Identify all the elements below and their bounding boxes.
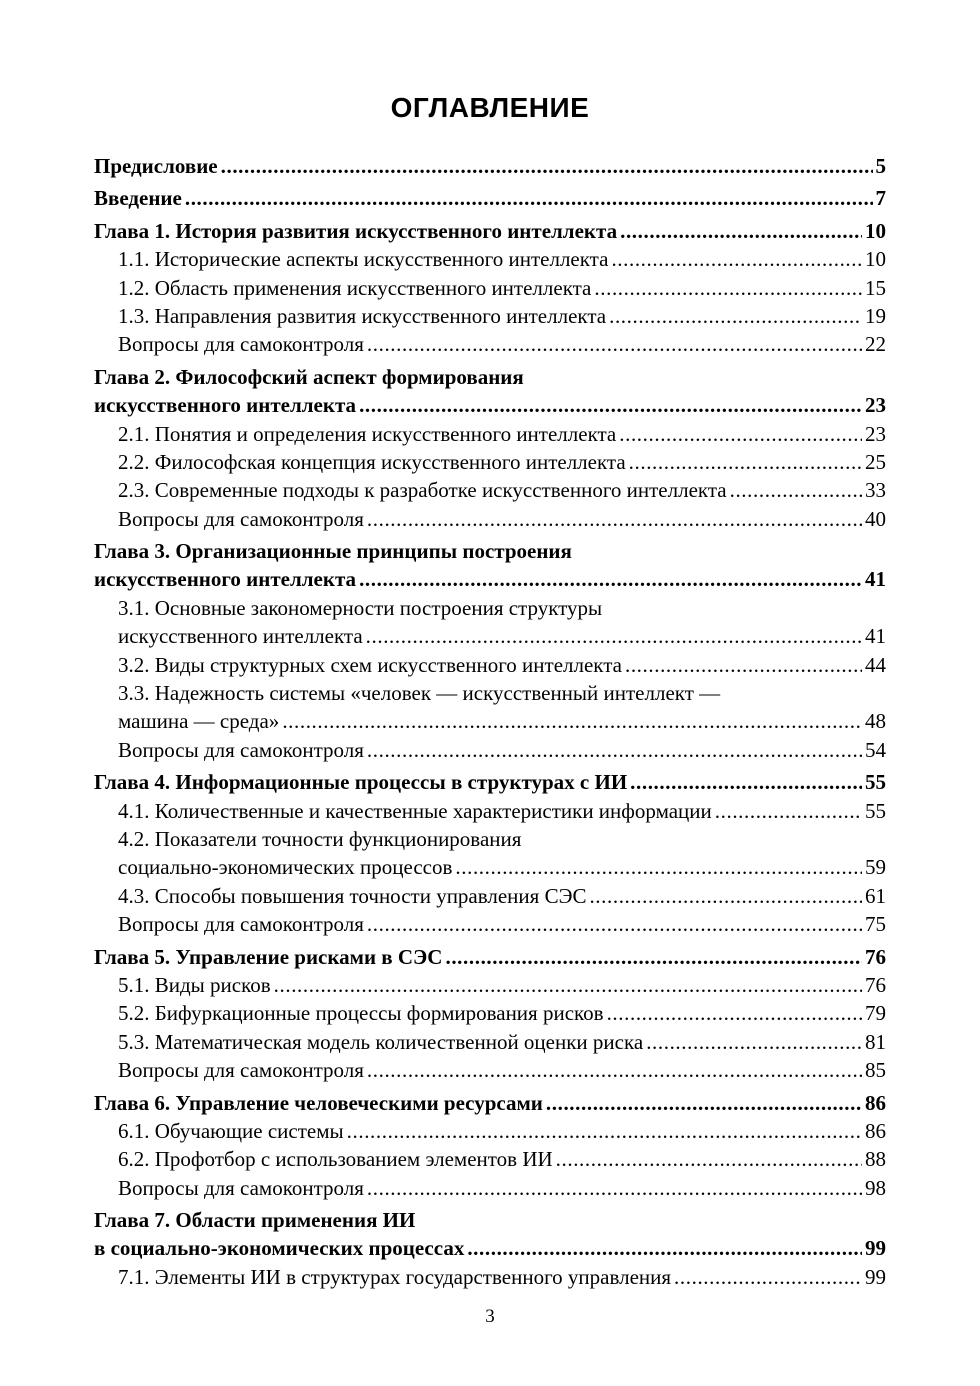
table-of-contents: [94, 148, 886, 1291]
toc-chapter-entry[interactable]: [94, 943, 886, 971]
toc-leader-dots: [367, 1174, 862, 1202]
toc-page-number: 75: [865, 912, 886, 937]
toc-entry-label: 1.1. Исторические аспекты искусственного интеллекта: [118, 247, 609, 272]
toc-entry-label: Глава 6. Управление человеческими ресурсами: [94, 1090, 543, 1115]
toc-entry-label: Введение: [94, 186, 182, 211]
toc-entry-label: 6.1. Обучающие системы: [118, 1118, 344, 1143]
toc-section-entry[interactable]: [94, 1145, 886, 1173]
toc-page-number: 79: [865, 1001, 886, 1026]
toc-page-number: 33: [865, 478, 886, 503]
toc-leader-dots: [611, 245, 862, 273]
toc-entry-label: Вопросы для самоконтроля: [118, 1175, 364, 1200]
toc-chapter-title-line: Глава 3. Организационные принципы построения: [94, 539, 572, 564]
toc-page-number: 23: [865, 421, 886, 446]
toc-leader-dots: [367, 736, 862, 764]
toc-page-number: 55: [865, 770, 886, 795]
toc-leader-dots: [359, 391, 862, 419]
toc-section-entry[interactable]: [94, 1263, 886, 1291]
toc-section-entry[interactable]: [94, 420, 886, 448]
toc-entry-label: социально-экономических процессов: [118, 855, 453, 880]
toc-leader-dots: [625, 651, 862, 679]
toc-leader-dots: [620, 217, 862, 245]
toc-page-number: 7: [875, 186, 886, 211]
toc-leader-dots: [282, 707, 862, 735]
toc-page-number: 86: [865, 1090, 886, 1115]
page-title: ОГЛАВЛЕНИЕ: [390, 92, 590, 123]
toc-section-entry[interactable]: [94, 999, 886, 1027]
toc-entry-label: 2.1. Понятия и определения искусственного интеллекта: [118, 421, 617, 446]
toc-entry-label: 4.1. Количественные и качественные характеристики информации: [118, 798, 712, 823]
toc-leader-dots: [445, 943, 862, 971]
toc-entry-label: 1.3. Направления развития искусственного интеллекта: [118, 303, 607, 328]
toc-page-number: 19: [865, 303, 886, 328]
toc-leader-dots: [274, 971, 862, 999]
toc-chapter-entry[interactable]: [94, 184, 886, 212]
toc-chapter-entry[interactable]: [94, 1234, 886, 1262]
toc-page-number: 76: [865, 944, 886, 969]
toc-leader-dots: [347, 1117, 862, 1145]
toc-leader-dots: [715, 797, 862, 825]
toc-chapter-entry[interactable]: [94, 152, 886, 180]
toc-entry-label: Глава 1. История развития искусственного интеллекта: [94, 218, 618, 243]
toc-page-number: 41: [865, 624, 886, 649]
toc-page-number: 15: [865, 275, 886, 300]
toc-section-entry[interactable]: [94, 476, 886, 504]
toc-page-number: 55: [865, 798, 886, 823]
toc-leader-dots: [467, 1234, 862, 1262]
toc-page-number: 25: [865, 449, 886, 474]
toc-leader-dots: [546, 1089, 862, 1117]
toc-leader-dots: [367, 330, 862, 358]
toc-leader-dots: [630, 768, 862, 796]
toc-entry-label: 5.1. Виды рисков: [118, 972, 271, 997]
toc-leader-dots: [367, 1056, 862, 1084]
toc-section-entry[interactable]: [94, 1056, 886, 1084]
toc-section-entry[interactable]: [94, 797, 886, 825]
toc-page-number: 44: [865, 652, 886, 677]
toc-entry-label: Вопросы для самоконтроля: [118, 332, 364, 357]
toc-page-number: 99: [865, 1264, 886, 1289]
toc-entry-label: Вопросы для самоконтроля: [118, 506, 364, 531]
toc-entry-label: Глава 5. Управление рисками в СЭС: [94, 944, 443, 969]
toc-entry-label: 1.2. Область применения искусственного интеллекта: [118, 275, 592, 300]
toc-leader-dots: [366, 622, 862, 650]
toc-leader-dots: [607, 999, 862, 1027]
toc-page-number: 10: [865, 218, 886, 243]
toc-chapter-entry[interactable]: [94, 565, 886, 593]
toc-page-number: 48: [865, 709, 886, 734]
toc-entry-label: машина — среда»: [118, 709, 280, 734]
toc-page-number: 22: [865, 332, 886, 357]
toc-entry-label: 5.2. Бифуркационные процессы формирования рисков: [118, 1001, 604, 1026]
toc-chapter-entry[interactable]: [94, 391, 886, 419]
toc-section-entry[interactable]: [94, 302, 886, 330]
toc-entry-label: 6.2. Профотбор с использованием элементов ИИ: [118, 1147, 553, 1172]
toc-entry-label: 3.2. Виды структурных схем искусственного интеллекта: [118, 652, 622, 677]
toc-entry-label: Вопросы для самоконтроля: [118, 912, 364, 937]
toc-entry-label: 2.2. Философская концепция искусственного интеллекта: [118, 449, 626, 474]
toc-page-number: 99: [865, 1236, 886, 1261]
toc-section-title-line: 3.1. Основные закономерности построения структуры: [118, 595, 603, 620]
toc-leader-dots: [619, 420, 862, 448]
toc-section-entry[interactable]: [94, 853, 886, 881]
toc-leader-dots: [629, 448, 862, 476]
toc-leader-dots: [221, 152, 873, 180]
toc-page-number: 88: [865, 1147, 886, 1172]
toc-section-title-line: 4.2. Показатели точности функционирования: [118, 826, 522, 851]
toc-chapter-entry[interactable]: [94, 768, 886, 796]
toc-section-entry[interactable]: [94, 448, 886, 476]
toc-entry-label: искусственного интеллекта: [94, 567, 357, 592]
toc-chapter-entry[interactable]: [94, 1089, 886, 1117]
toc-entry-label: 7.1. Элементы ИИ в структурах государственного управления: [118, 1264, 672, 1289]
toc-leader-dots: [455, 853, 862, 881]
toc-page-number: 61: [865, 883, 886, 908]
toc-page-number: 41: [865, 567, 886, 592]
toc-entry-label: Вопросы для самоконтроля: [118, 737, 364, 762]
toc-section-entry[interactable]: [94, 622, 886, 650]
toc-page-number: 10: [865, 247, 886, 272]
toc-page-number: 76: [865, 972, 886, 997]
toc-section-entry[interactable]: [94, 1028, 886, 1056]
toc-section-entry[interactable]: [94, 1117, 886, 1145]
toc-leader-dots: [556, 1145, 862, 1173]
toc-page-number: 5: [875, 154, 886, 178]
toc-entry-label: искусственного интеллекта: [94, 393, 357, 418]
toc-chapter-title-line: Глава 7. Области применения ИИ: [94, 1208, 416, 1233]
toc-section-entry[interactable]: [94, 736, 886, 764]
toc-page-number: 40: [865, 506, 886, 531]
toc-section-entry[interactable]: [94, 245, 886, 273]
toc-leader-dots: [367, 910, 862, 938]
toc-entry-label: в социально-экономических процессах: [94, 1236, 465, 1261]
toc-page-number: 81: [865, 1029, 886, 1054]
toc-section-entry[interactable]: [94, 274, 886, 302]
toc-section-entry[interactable]: [94, 330, 886, 358]
toc-leader-dots: [646, 1028, 862, 1056]
toc-page-number: 54: [865, 737, 886, 762]
toc-section-entry[interactable]: [94, 910, 886, 938]
toc-leader-dots: [185, 184, 873, 212]
toc-leader-dots: [674, 1263, 862, 1291]
toc-section-entry[interactable]: [94, 971, 886, 999]
toc-chapter-title-line: Глава 2. Философский аспект формирования: [94, 364, 524, 389]
toc-section-entry[interactable]: [94, 505, 886, 533]
toc-entry-label: искусственного интеллекта: [118, 624, 363, 649]
toc-section-entry[interactable]: [94, 882, 886, 910]
toc-leader-dots: [594, 274, 862, 302]
toc-page-number: 85: [865, 1058, 886, 1083]
toc-chapter-entry[interactable]: [94, 217, 886, 245]
toc-page-number: 86: [865, 1118, 886, 1143]
toc-leader-dots: [609, 302, 862, 330]
toc-leader-dots: [359, 565, 862, 593]
toc-section-entry[interactable]: [94, 651, 886, 679]
toc-entry-label: 2.3. Современные подходы к разработке искусственного интеллекта: [118, 478, 727, 503]
toc-entry-label: 5.3. Математическая модель количественной оценки риска: [118, 1029, 644, 1054]
toc-leader-dots: [367, 505, 862, 533]
page-number: 3: [485, 1306, 495, 1327]
toc-page-number: 59: [865, 855, 886, 880]
toc-section-title-line: 3.3. Надежность системы «человек — искусственный интеллект —: [118, 681, 721, 706]
toc-leader-dots: [730, 476, 862, 504]
toc-leader-dots: [589, 882, 862, 910]
toc-entry-label: Вопросы для самоконтроля: [118, 1058, 364, 1083]
toc-page-number: 23: [865, 393, 886, 418]
toc-entry-label: Глава 4. Информационные процессы в структурах с ИИ: [94, 770, 628, 795]
toc-entry-label: Предисловие: [94, 154, 218, 178]
toc-section-entry[interactable]: [94, 1174, 886, 1202]
toc-section-entry[interactable]: [94, 707, 886, 735]
toc-page-number: 98: [865, 1175, 886, 1200]
toc-entry-label: 4.3. Способы повышения точности управления СЭС: [118, 883, 587, 908]
